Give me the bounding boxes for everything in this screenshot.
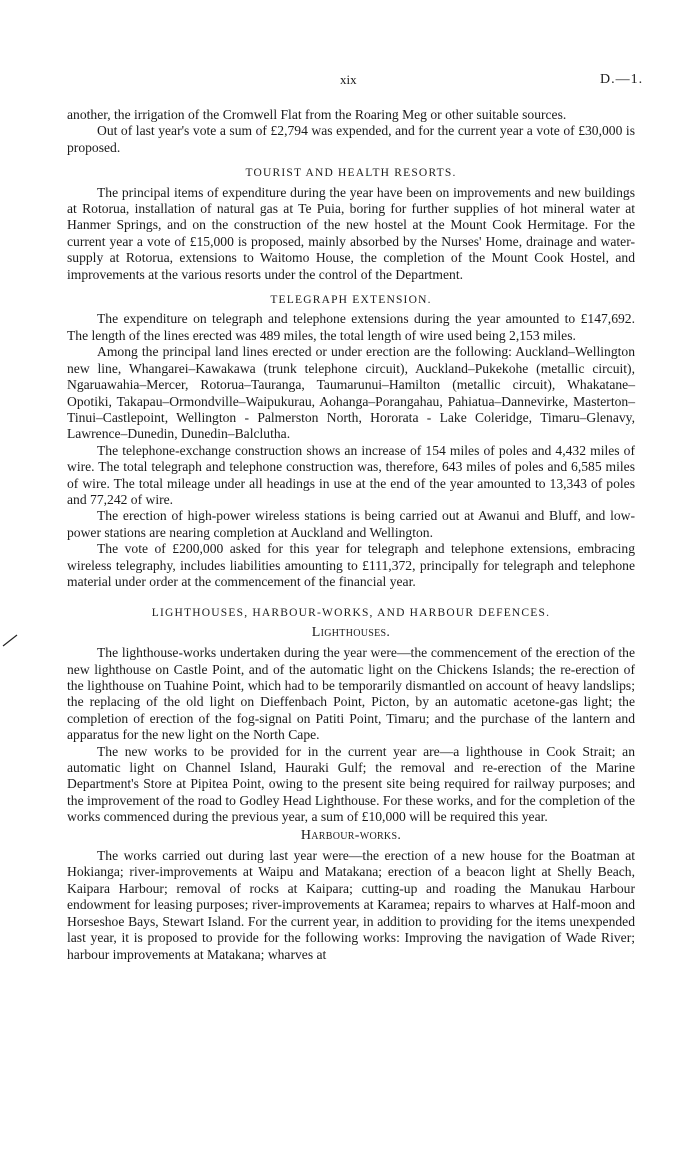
lighthouses-subheading: Lighthouses. (311, 624, 391, 640)
page-header (0, 72, 700, 92)
page-number: xix (340, 72, 357, 87)
lighthouses-paragraph-1: The lighthouse-works undertaken during the year were—the commencement of the erection of the new lighthouse on Castle Point, and of the automatic light on the Chickens Islands; the re-erection of the lighthouse on Tuahine Point, which had to be temporarily dismantled on account of heavy landslips; the replacing of the old light on Dieffenbach Point, Picton, by an automatic acetone-gas light; the completion of erection of the fog-signal on Patiti Point, Timaru; and the purchase of the lantern and apparatus for the new light on the North Cape. (67, 645, 635, 743)
telegraph-paragraph-5: The vote of £200,000 asked for this year for telegraph and telephone extensions, embracing wireless telegraphy, includes liabilities amounting to £111,372, principally for telegraph and telephone material under order at the commencement of the financial year. (67, 541, 635, 589)
telegraph-paragraph-3: The telephone-exchange construction shows an increase of 154 miles of poles and 4,432 miles of wire. The total telegraph and telephone construction was, therefore, 643 miles of poles and 6,585 miles of wire. The total mileage under all headings in use at the end of the year amounted to 13,343 of poles and 77,242 of wire. (67, 442, 635, 507)
intro-paragraph-1: another, the irrigation of the Cromwell Flat from the Roaring Meg or other suitable sources. (67, 107, 567, 122)
tourist-heading: TOURIST AND HEALTH RESORTS. (245, 167, 457, 180)
lighthouses-heading: LIGHTHOUSES, HARBOUR-WORKS, AND HARBOUR DEFENCES. (151, 607, 551, 620)
telegraph-heading: TELEGRAPH EXTENSION. (270, 294, 432, 307)
telegraph-paragraph-2: Among the principal land lines erected or under erection are the following: Auckland–Wellington new line, Whangarei–Kawakawa (trunk telephone circuit), Auckland–Pukekohe (metallic circuit), Ngaruawahia–Mercer, Rotorua–Tauranga, Taumarunui–Hamilton (metallic circuit), Whakatane–Opotiki, Takapau–Ormondville–Waipukurau, Aohanga–Porangahau, Pahiatua–Dannevirke, Masterton–Tinui–Castlepoint, Wellington - Palmerston North, Hororata - Lake Coleridge, Timaru–Glenavy, Lawrence–Dunedin, Dunedin–Balclutha. (67, 344, 635, 442)
lighthouses-paragraph-2: The new works to be provided for in the current year are—a lighthouse in Cook Strait; an automatic light on Channel Island, Hauraki Gulf; the removal and re-erection of the Marine Department's Store at Pipitea Point, owing to the present site being required for railway purposes; and the improvement of the road to Godley Head Lighthouse. For these works, and for the completion of the works commenced during the previous year, a sum of £10,000 will be required this year. (67, 743, 635, 825)
margin-tick-mark (2, 633, 18, 647)
telegraph-paragraph-1: The expenditure on telegraph and telephone extensions during the year amounted to £147,692. The length of the lines erected was 489 miles, the total length of wire used being 2,153 miles. (67, 311, 635, 343)
intro-paragraph-2: Out of last year's vote a sum of £2,794 was expended, and for the current year a vote of £30,000 is proposed. (67, 123, 635, 155)
harbour-works-subheading: Harbour-works. (300, 827, 402, 843)
body-text (67, 107, 635, 963)
harbour-works-paragraph-1: The works carried out during last year were—the erection of a new house for the Boatman at Hokianga; river-improvements at Waipu and Matakana; erection of a beacon light at Shelly Beach, Kaipara Harbour; removal of rocks at Kaipara; cutting-up and roading the Manukau Harbour endowment for leasing purposes; river-improvements at Karamea; repairs to wharves at Half-moon and Horseshoe Bays, Stewart Island. For the current year, in addition to providing for the items unexpended last year, it is proposed to provide for the following works: Improving the navigation of Wade River; harbour improvements at Matakana; wharves at (67, 848, 635, 962)
document-code: D.—1. (600, 72, 644, 87)
tourist-paragraph-1: The principal items of expenditure during the year have been on improvements and new buildings at Rotorua, installation of natural gas at Te Puia, boring for further supplies of hot mineral water at Hanmer Springs, and on the construction of the new hostel at the Mount Cook Hermitage. For the current year a vote of £15,000 is proposed, mainly absorbed by the Nurses' Home, drainage and water-supply at Rotorua, extensions to Waitomo House, the completion of the Mount Cook Hostel, and improvements at the various resorts under the control of the Department. (67, 184, 635, 282)
telegraph-paragraph-4: The erection of high-power wireless stations is being carried out at Awanui and Bluff, and low-power stations are nearing completion at Auckland and Wellington. (67, 508, 635, 540)
